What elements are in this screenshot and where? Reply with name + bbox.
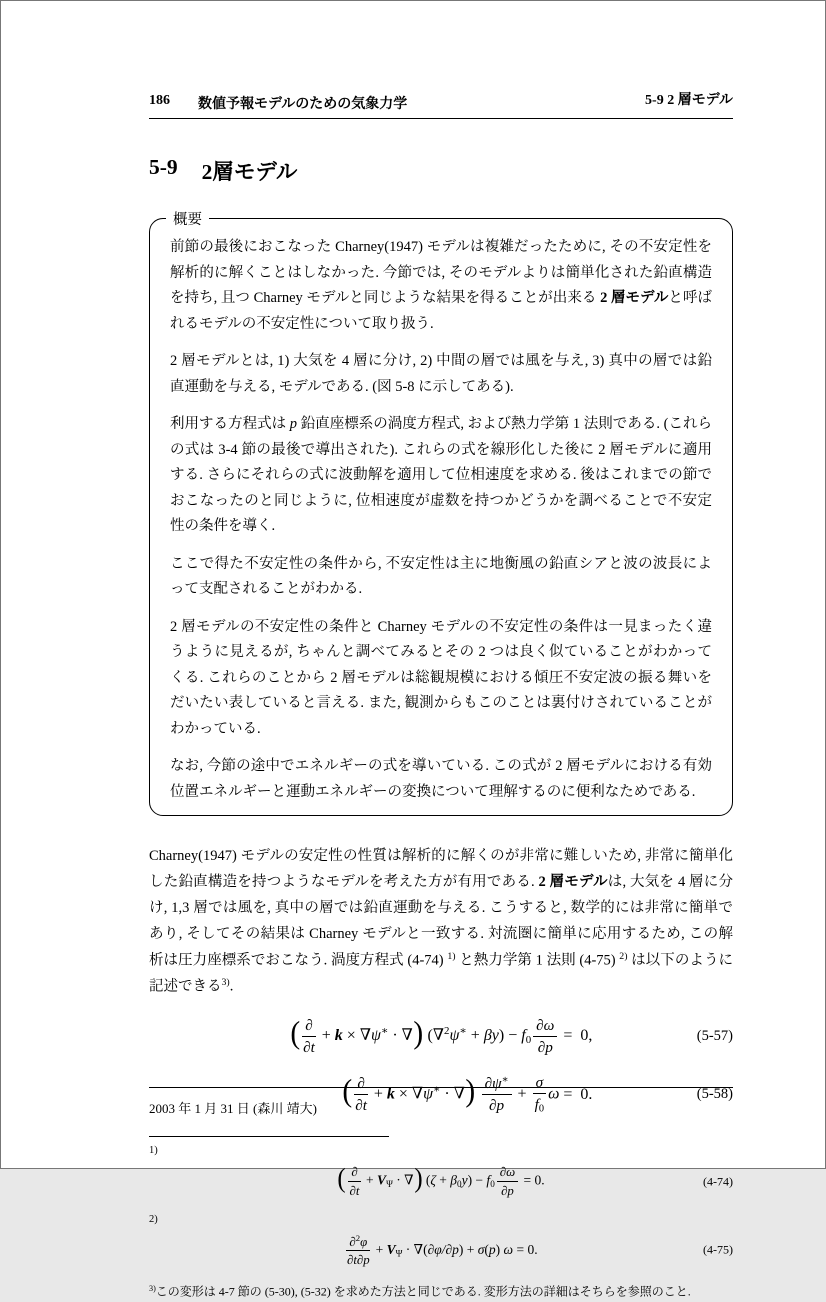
footnote-3-text: $^{3)}$この変形は 4-7 節の (5-30), (5-32) を求めた方法と同じである. 変形方法の詳細はそちらを参照のこと. <box>149 1284 691 1299</box>
page-footer <box>149 1087 733 1117</box>
equation-4-75: $\frac{\partial^2\varphi}{\partial t\partial p}$ + $V_\Psi \cdot \nabla(\partial\varphi/\partial p) + \sigma(p) \omega = 0$. <box>347 1232 538 1268</box>
page-header <box>149 89 733 119</box>
equation-5-57-rhs: = 0, <box>559 1027 593 1045</box>
overview-paragraph: ここで得た不安定性の条件から, 不安定性は主に地衡風の鉛直シアと波の波長によって支配されることがわかる. <box>170 555 712 598</box>
overview-paragraph: 2 層モデルの不安定性の条件と Charney モデルの不安定性の条件は一見まったく違うように見えるが, ちゃんと調べてみるとその 2 つは良く似ていることがわかってくる. これらのことから 2 層モデルは総観規模における傾圧不安定波の振る舞いをだいたい表していると言える. また, 観測からもこのことは裏付けされていることがわかっている. <box>170 618 712 737</box>
equation-5-57-number: (5-57) <box>696 1027 733 1044</box>
equation-4-74-number: (4-74) <box>703 1174 733 1189</box>
overview-paragraph: 2 層モデルとは, 1) 大気を 4 層に分け, 2) 中間の層では風を与え, 3) 真中の層では鉛直運動を与える, モデルである. (図 5-8 に示してある). <box>170 353 712 395</box>
overview-paragraph: なお, 今節の途中でエネルギーの式を導いている. この式が 2 層モデルにおける有効位置エネルギーと運動エネルギーの変換について理解するのに便利なためである. <box>170 758 712 800</box>
footnotes-section <box>149 1136 733 1302</box>
header-section-ref: 5-9 2 層モデル <box>645 93 733 108</box>
footnote-2-marker: 2) <box>149 1213 158 1225</box>
section-heading <box>149 155 733 186</box>
footnote-2-equation-row <box>149 1233 733 1269</box>
equation-5-58-rhs: = 0. <box>559 1085 593 1103</box>
overview-box <box>149 212 733 816</box>
footer-date: 2003 年 1 月 31 日 (森川 靖大) <box>149 1101 317 1116</box>
equation-5-57-lhs: ( $\frac{\partial}{\partial t}$ + k × ∇ψ∗ · ∇) $(\nabla^2\psi^∗ + \beta y) - f_0$ $\frac{\partial\omega}{\partial p}$ <box>290 1016 560 1057</box>
body-paragraph: Charney(1947) モデルの安定性の性質は解析的に解くのが非常に難しいため, 非常に簡単化した鉛直構造を持つようなモデルを考えた方が有用である. 2 層モデルは, 大気を 4 層に分け, 1,3 層では風を, 真中の層では鉛直運動を与える. こうすると, 数学的には非常に簡単であり, そしてその結果は Charney モデルと一致する. 対流圏に簡単に応用するため, この解析は圧力座標系でおこなう. 渦度方程式 (4-74) $^{1)}$ と熱力学第 1 法則 (4-75) $^{2)}$ は以下のように記述できる$^{3)}$. <box>149 848 734 995</box>
footnote-1-equation-row <box>149 1164 733 1199</box>
overview-paragraph: 前節の最後におこなった Charney(1947) モデルは複雑だったために, その不安定性を解析的に解くことはしなかった. 今節では, そのモデルよりは簡単化された鉛直構造を持ち, 且つ Charney モデルと同じような結果を得ることが出来る 2 層モデルと呼ばれるモデルの不安定性について取り扱う. <box>170 239 712 332</box>
footnote-rule <box>149 1136 389 1137</box>
footnote-1-marker: 1) <box>149 1145 158 1157</box>
section-number: 5-9 <box>149 155 178 179</box>
overview-box-label: 概要 <box>166 208 209 234</box>
header-left <box>149 93 407 113</box>
section-title: 2層モデル <box>201 160 298 184</box>
page-content <box>149 89 733 1302</box>
equation-5-58-lhs: ( $\frac{\partial}{\partial t}$ + k × ∇ψ∗ · ∇) $\frac{\partial\psi^∗}{\partial p}$ + $\frac{\sigma}{f_0}$ ω <box>342 1071 560 1115</box>
page-number: 186 <box>149 93 170 108</box>
equation-4-75-number: (4-75) <box>703 1242 733 1257</box>
overview-paragraph: 利用する方程式は p 鉛直座標系の渦度方程式, および熱力学第 1 法則である. (これらの式は 3-4 節の最後で導出された). これらの式を線形化した後に 2 層モデルに適用する. さらにそれらの式に波動解を適用して位相速度を求める. 後はこれまでの節でおこなったのと同じように, 位相速度が虚数を持つかどうかを調べることで不安定性の条件を導く. <box>170 416 713 535</box>
equation-4-74: ( $\frac{\partial}{\partial t}$ + $V_\Psi$ · ∇) $(\zeta + \beta_0y) - f_0$ $\frac{\partial\omega}{\partial p}$ = 0. <box>337 1163 545 1199</box>
book-title: 数値予報モデルのための気象力学 <box>198 97 408 112</box>
equation-5-58-number: (5-58) <box>696 1086 733 1103</box>
